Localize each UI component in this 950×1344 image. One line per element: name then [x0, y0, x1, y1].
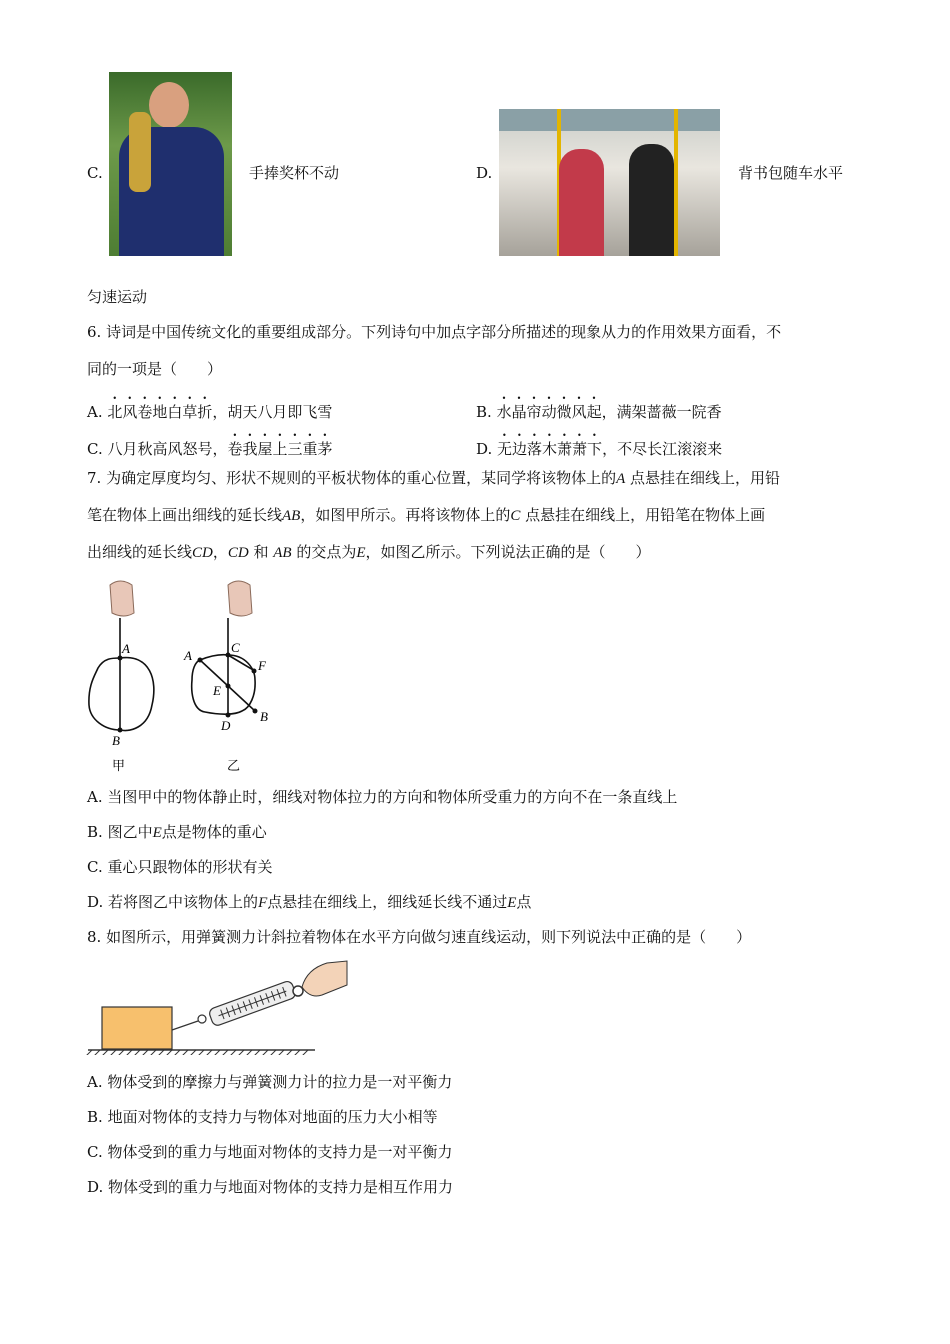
var: CD — [227, 545, 249, 561]
option-text: 重心只跟物体的形状有关 — [107, 858, 273, 876]
option-text: ，不尽长江滚滚来 — [602, 440, 723, 458]
var: CD — [192, 545, 213, 561]
q7-option-c — [87, 857, 273, 877]
hand-icon — [110, 581, 252, 616]
option-label: A. — [87, 1073, 103, 1091]
emphasized-text: 水晶帘动微风起 — [496, 403, 602, 421]
option-text: ，满架蔷薇一院香 — [601, 403, 722, 421]
q5-option-d-label: D. — [476, 164, 493, 182]
point-c: C — [231, 640, 240, 655]
text: 点悬挂在细线上，用铅 — [625, 469, 781, 487]
option-text: 物体受到的重力与地面对物体的支持力是一对平衡力 — [107, 1143, 453, 1161]
text: 笔在物体上画出细线的延长线 — [87, 506, 283, 524]
option-text: 点是物体的重心 — [161, 823, 267, 841]
q7-stem-line3 — [87, 542, 651, 563]
q6-stem-line1: 6. 诗词是中国传统文化的重要组成部分。下列诗句中加点字部分所描述的现象从力的作用效果方面看，不 — [87, 323, 782, 341]
q8-option-c — [87, 1142, 453, 1162]
emphasized-text: 卷我屋上三重茅 — [227, 440, 333, 458]
point-e: E — [213, 683, 221, 698]
option-label: B. — [476, 403, 492, 421]
hand-icon — [302, 961, 347, 996]
option-text: ，胡天八月即飞雪 — [212, 403, 333, 421]
text: ，如图甲所示。再将该物体上的 — [300, 506, 511, 524]
q8-figure — [80, 955, 360, 1055]
emphasized-text: 北风卷地白草折 — [107, 403, 213, 421]
block — [102, 1007, 172, 1049]
q7-option-b — [87, 822, 267, 843]
option-text: 图乙中 — [107, 823, 153, 841]
option-label: D. — [87, 893, 104, 911]
caption-jia: 甲 — [112, 759, 126, 774]
var: E — [356, 545, 366, 561]
option-text: 八月秋高风怒号， — [107, 440, 228, 458]
var: E — [152, 825, 162, 841]
option-label: D. — [87, 1178, 104, 1196]
text: ， — [212, 543, 228, 561]
var: A — [616, 471, 626, 487]
option-text: 若将图乙中该物体上的 — [108, 893, 259, 911]
option-label: A. — [87, 403, 103, 421]
q5-option-c-text: 手捧奖杯不动 — [249, 164, 340, 182]
point-d: D — [221, 718, 231, 733]
point-b: B — [112, 733, 120, 748]
option-label: A. — [87, 788, 103, 806]
q8-stem: 8. 如图所示，用弹簧测力计斜拉着物体在水平方向做匀速直线运动，则下列说法中正确的是（ ） — [87, 928, 752, 946]
var: F — [258, 895, 268, 911]
q5-option-d-text: 背书包随车水平 — [738, 164, 844, 182]
text: 7. 为确定厚度均匀、形状不规则的平板状物体的重心位置，某同学将该物体上的 — [87, 469, 617, 487]
q7-figure — [80, 570, 300, 780]
text: ，如图乙所示。下列说法正确的是（ ） — [365, 543, 651, 561]
option-text: 物体受到的重力与地面对物体的支持力是相互作用力 — [108, 1178, 454, 1196]
var: E — [507, 895, 517, 911]
option-text: 点悬挂在细线上，细线延长线不通过 — [267, 893, 508, 911]
bus-photo — [499, 109, 720, 256]
q5-option-c-label: C. — [87, 164, 103, 182]
var: AB — [282, 508, 301, 524]
option-label: D. — [476, 440, 493, 458]
q7-stem-line1 — [87, 468, 780, 489]
point-b: B — [260, 709, 268, 724]
point-f: F — [258, 658, 266, 673]
q8-option-a — [87, 1072, 452, 1092]
q7-option-d — [87, 892, 531, 913]
q5-option-d-continued: 匀速运动 — [87, 288, 148, 306]
option-text: 地面对物体的支持力与物体对地面的压力大小相等 — [107, 1108, 438, 1126]
option-label: B. — [87, 823, 103, 841]
var: C — [510, 508, 521, 524]
option-text: 当图甲中的物体静止时，细线对物体拉力的方向和物体所受重力的方向不在一条直线上 — [107, 788, 678, 806]
point-a: A — [122, 641, 130, 656]
option-label: C. — [87, 440, 103, 458]
option-label: C. — [87, 858, 103, 876]
q7-stem-line2 — [87, 505, 765, 526]
text: 的交点为 — [291, 543, 357, 561]
q6-stem-line2: 同的一项是（ ） — [87, 360, 223, 378]
point-a: A — [184, 648, 192, 663]
q8-option-d — [87, 1177, 453, 1197]
caption-yi: 乙 — [227, 759, 241, 774]
emphasized-text: 无边落木萧萧下 — [497, 440, 603, 458]
q6-option-d — [476, 431, 722, 459]
spring-scale — [208, 980, 297, 1027]
option-text: 物体受到的摩擦力与弹簧测力计的拉力是一对平衡力 — [107, 1073, 453, 1091]
q8-option-b — [87, 1107, 438, 1127]
text: 和 — [248, 543, 274, 561]
option-text: 点 — [516, 893, 532, 911]
q6-option-c — [87, 431, 333, 459]
q6-option-a — [87, 394, 332, 422]
plate-jia — [89, 658, 154, 731]
option-label: B. — [87, 1108, 103, 1126]
var: AB — [273, 545, 292, 561]
q6-option-b — [476, 394, 722, 422]
option-label: C. — [87, 1143, 103, 1161]
text: 点悬挂在细线上，用铅笔在物体上画 — [520, 506, 766, 524]
text: 出细线的延长线 — [87, 543, 193, 561]
q7-option-a — [87, 787, 677, 807]
trophy-photo — [109, 72, 232, 256]
plate-yi — [192, 655, 255, 714]
